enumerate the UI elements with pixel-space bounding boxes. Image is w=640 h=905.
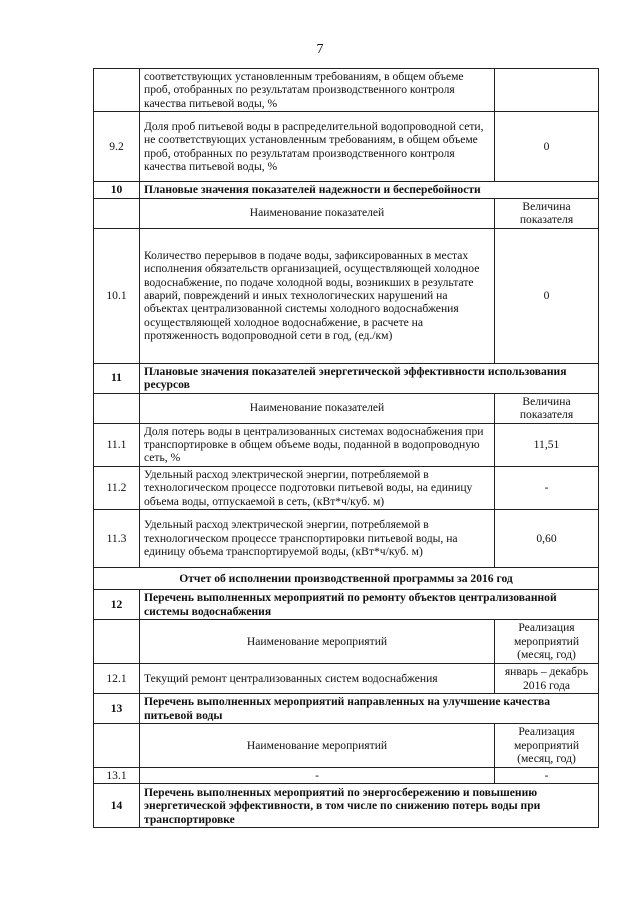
indicator-name: Удельный расход электрической энергии, потребляемой в технологическом процессе транспортировки питьевой воды, на единицу объема транспортируемой воды, (кВт*ч/куб. м) <box>140 510 495 568</box>
indicators-table <box>93 68 599 828</box>
column-header-value: Величина показателя <box>495 198 599 228</box>
indicator-value: 0 <box>495 112 599 182</box>
column-header-value: Реализация мероприятий (месяц, год) <box>495 620 599 664</box>
column-header-row <box>94 393 599 423</box>
row-number <box>94 198 140 228</box>
indicator-value: - <box>495 466 599 509</box>
table-row <box>94 768 599 784</box>
row-number: 9.2 <box>94 112 140 182</box>
indicator-name: соответствующих установленным требованиям, в общем объеме проб, отобранных по результатам производственного контроля качества питьевой воды, % <box>140 69 495 112</box>
section-title: Перечень выполненных мероприятий по энергосбережению и повышению энергетической эффективности, в том числе по снижению потерь воды при транспортировке <box>140 784 599 828</box>
table-row <box>94 69 599 112</box>
section-number: 13 <box>94 694 140 724</box>
section-number: 14 <box>94 784 140 828</box>
row-number: 12.1 <box>94 664 140 694</box>
section-header-row <box>94 694 599 724</box>
row-number: 13.1 <box>94 768 140 784</box>
measure-name: Текущий ремонт централизованных систем водоснабжения <box>140 664 495 694</box>
column-header-name: Наименование мероприятий <box>140 724 495 768</box>
indicator-name: Количество перерывов в подаче воды, зафиксированных в местах исполнения обязательств организацией, осуществляющей холодное водоснабжение, по подаче холодной воды, возникших в результате аварий, повреждений и иных технологических нарушений на объектах централизованной системы холодного водоснабжения осуществляющей холодное водоснабжение, в расчете на протяженность водопроводной сети в год, (ед./км) <box>140 228 495 363</box>
section-header-row <box>94 363 599 393</box>
section-title: Плановые значения показателей энергетической эффективности использования ресурсов <box>140 363 599 393</box>
indicator-value <box>495 69 599 112</box>
row-number: 11.3 <box>94 510 140 568</box>
section-header-row <box>94 182 599 198</box>
column-header-name: Наименование мероприятий <box>140 620 495 664</box>
column-header-row <box>94 724 599 768</box>
row-number: 10.1 <box>94 228 140 363</box>
row-number: 11.1 <box>94 423 140 466</box>
table-row <box>94 112 599 182</box>
measure-period: январь – декабрь 2016 года <box>495 664 599 694</box>
indicator-name: Доля проб питьевой воды в распределительной водопроводной сети, не соответствующих установленным требованиям, в общем объеме проб, отобранных по результатам производственного контроля качества питьевой воды, % <box>140 112 495 182</box>
table-row <box>94 664 599 694</box>
section-header-row <box>94 784 599 828</box>
section-title: Плановые значения показателей надежности и бесперебойности <box>140 182 599 198</box>
section-title: Перечень выполненных мероприятий направленных на улучшение качества питьевой воды <box>140 694 599 724</box>
row-number: 11.2 <box>94 466 140 509</box>
indicator-value: 0 <box>495 228 599 363</box>
indicator-value: 11,51 <box>495 423 599 466</box>
table-row <box>94 510 599 568</box>
table-row <box>94 228 599 363</box>
column-header-name: Наименование показателей <box>140 198 495 228</box>
column-header-row <box>94 198 599 228</box>
section-number: 12 <box>94 590 140 620</box>
indicator-value: 0,60 <box>495 510 599 568</box>
table-row <box>94 466 599 509</box>
column-header-value: Величина показателя <box>495 393 599 423</box>
measure-period: - <box>495 768 599 784</box>
column-header-value: Реализация мероприятий (месяц, год) <box>495 724 599 768</box>
report-title: Отчет об исполнении производственной программы за 2016 год <box>94 568 599 590</box>
table-row <box>94 423 599 466</box>
report-header-row <box>94 568 599 590</box>
row-number <box>94 620 140 664</box>
indicator-name: Удельный расход электрической энергии, потребляемой в технологическом процессе подготовки питьевой воды, на единицу объема воды, отпускаемой в сеть, (кВт*ч/куб. м) <box>140 466 495 509</box>
column-header-name: Наименование показателей <box>140 393 495 423</box>
row-number <box>94 393 140 423</box>
section-number: 11 <box>94 363 140 393</box>
measure-name: - <box>140 768 495 784</box>
section-header-row <box>94 590 599 620</box>
section-number: 10 <box>94 182 140 198</box>
indicator-name: Доля потерь воды в централизованных системах водоснабжения при транспортировке в общем объеме воды, поданной в водопроводную сеть, % <box>140 423 495 466</box>
section-title: Перечень выполненных мероприятий по ремонту объектов централизованной системы водоснабжения <box>140 590 599 620</box>
page-number: 7 <box>316 42 324 57</box>
row-number <box>94 69 140 112</box>
row-number <box>94 724 140 768</box>
column-header-row <box>94 620 599 664</box>
